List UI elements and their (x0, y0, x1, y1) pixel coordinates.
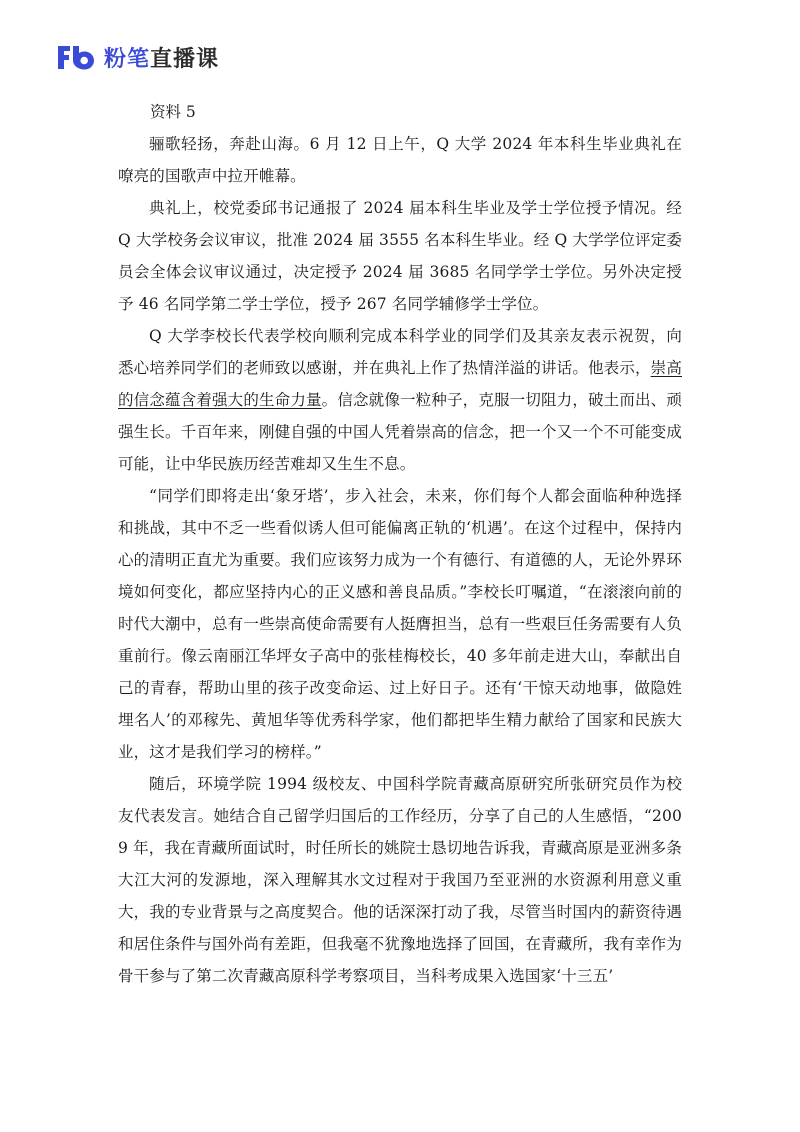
section-title: 资料 5 (150, 103, 196, 121)
underlined-key-sentence: 崇高的信念蕴含着强大的生命力量 (118, 359, 682, 409)
paragraph-5: 随后，环境学院 1994 级校友、中国科学院青藏高原研究所张研究员作为校友代表发言。她结合自己留学归国后的工作经历，分享了自己的人生感悟，“2009 年，我在青藏所面试时，时任所长的姚院士恳切地告诉我，青藏高原是亚洲多条大江大河的发源地，深入理解其水文过程对于我国乃至亚洲的水资源利用意义重大，我的专业背景与之高度契合。他的话深深打动了我，尽管当时国内的薪资待遇和居住条件与国外尚有差距，但我毫不犹豫地选择了回国，在青藏所，我有幸作为骨干参与了第二次青藏高原科学考察项目，当科考成果入选国家‘十三五’ (118, 775, 682, 985)
brand-name-part1: 粉笔 (104, 46, 151, 72)
paragraph-3 (118, 320, 682, 480)
paragraph-3-text-after: 。信念就像一粒种子，克服一切阻力，破土而出、顽强生长。千百年来，刚健自强的中国人凭着崇高的信念，把一个又一个不可能变成可能，让中华民族历经苦难却又生生不息。 (118, 391, 682, 473)
paragraph-1: 骊歌轻扬，奔赴山海。6 月 12 日上午，Q 大学 2024 年本科生毕业典礼在嘹亮的国歌声中拉开帷幕。 (118, 135, 682, 185)
document-body (118, 96, 682, 992)
paragraph-3-text-before: Q 大学李校长代表学校向顺利完成本科学业的同学们及其亲友表示祝贺，向悉心培养同学们的老师致以感谢，并在典礼上作了热情洋溢的讲话。他表示， (118, 327, 682, 377)
page-header (56, 40, 219, 74)
brand-name (104, 42, 219, 73)
paragraph-2: 典礼上，校党委邱书记通报了 2024 届本科生毕业及学士学位授予情况。经 Q 大学校务会议审议，批准 2024 届 3555 名本科生毕业。经 Q 大学学位评定委员会全体会议审议通过，决定授予 2024 届 3685 名同学学士学位。另外决定授予 46 名同学第二学士学位，授予 267 名同学辅修学士学位。 (118, 199, 682, 313)
paragraph-4: “同学们即将走出‘象牙塔’，步入社会，未来，你们每个人都会面临种种选择和挑战，其中不乏一些看似诱人但可能偏离正轨的‘机遇’。在这个过程中，保持内心的清明正直尤为重要。我们应该努力成为一个有德行、有道德的人，无论外界环境如何变化，都应坚持内心的正义感和善良品质。”李校长叮嘱道，“在滚滚向前的时代大潮中，总有一些崇高使命需要有人挺膺担当，总有一些艰巨任务需要有人负重前行。像云南丽江华坪女子高中的张桂梅校长，40 多年前走进大山，奉献出自己的青春，帮助山里的孩子改变命运、过上好日子。还有‘干惊天动地事，做隐姓埋名人’的邓稼先、黄旭华等优秀科学家，他们都把毕生精力献给了国家和民族大业，这才是我们学习的榜样。” (118, 487, 682, 761)
fb-logo-icon (56, 43, 96, 71)
brand-name-part2: 直播课 (150, 46, 220, 72)
